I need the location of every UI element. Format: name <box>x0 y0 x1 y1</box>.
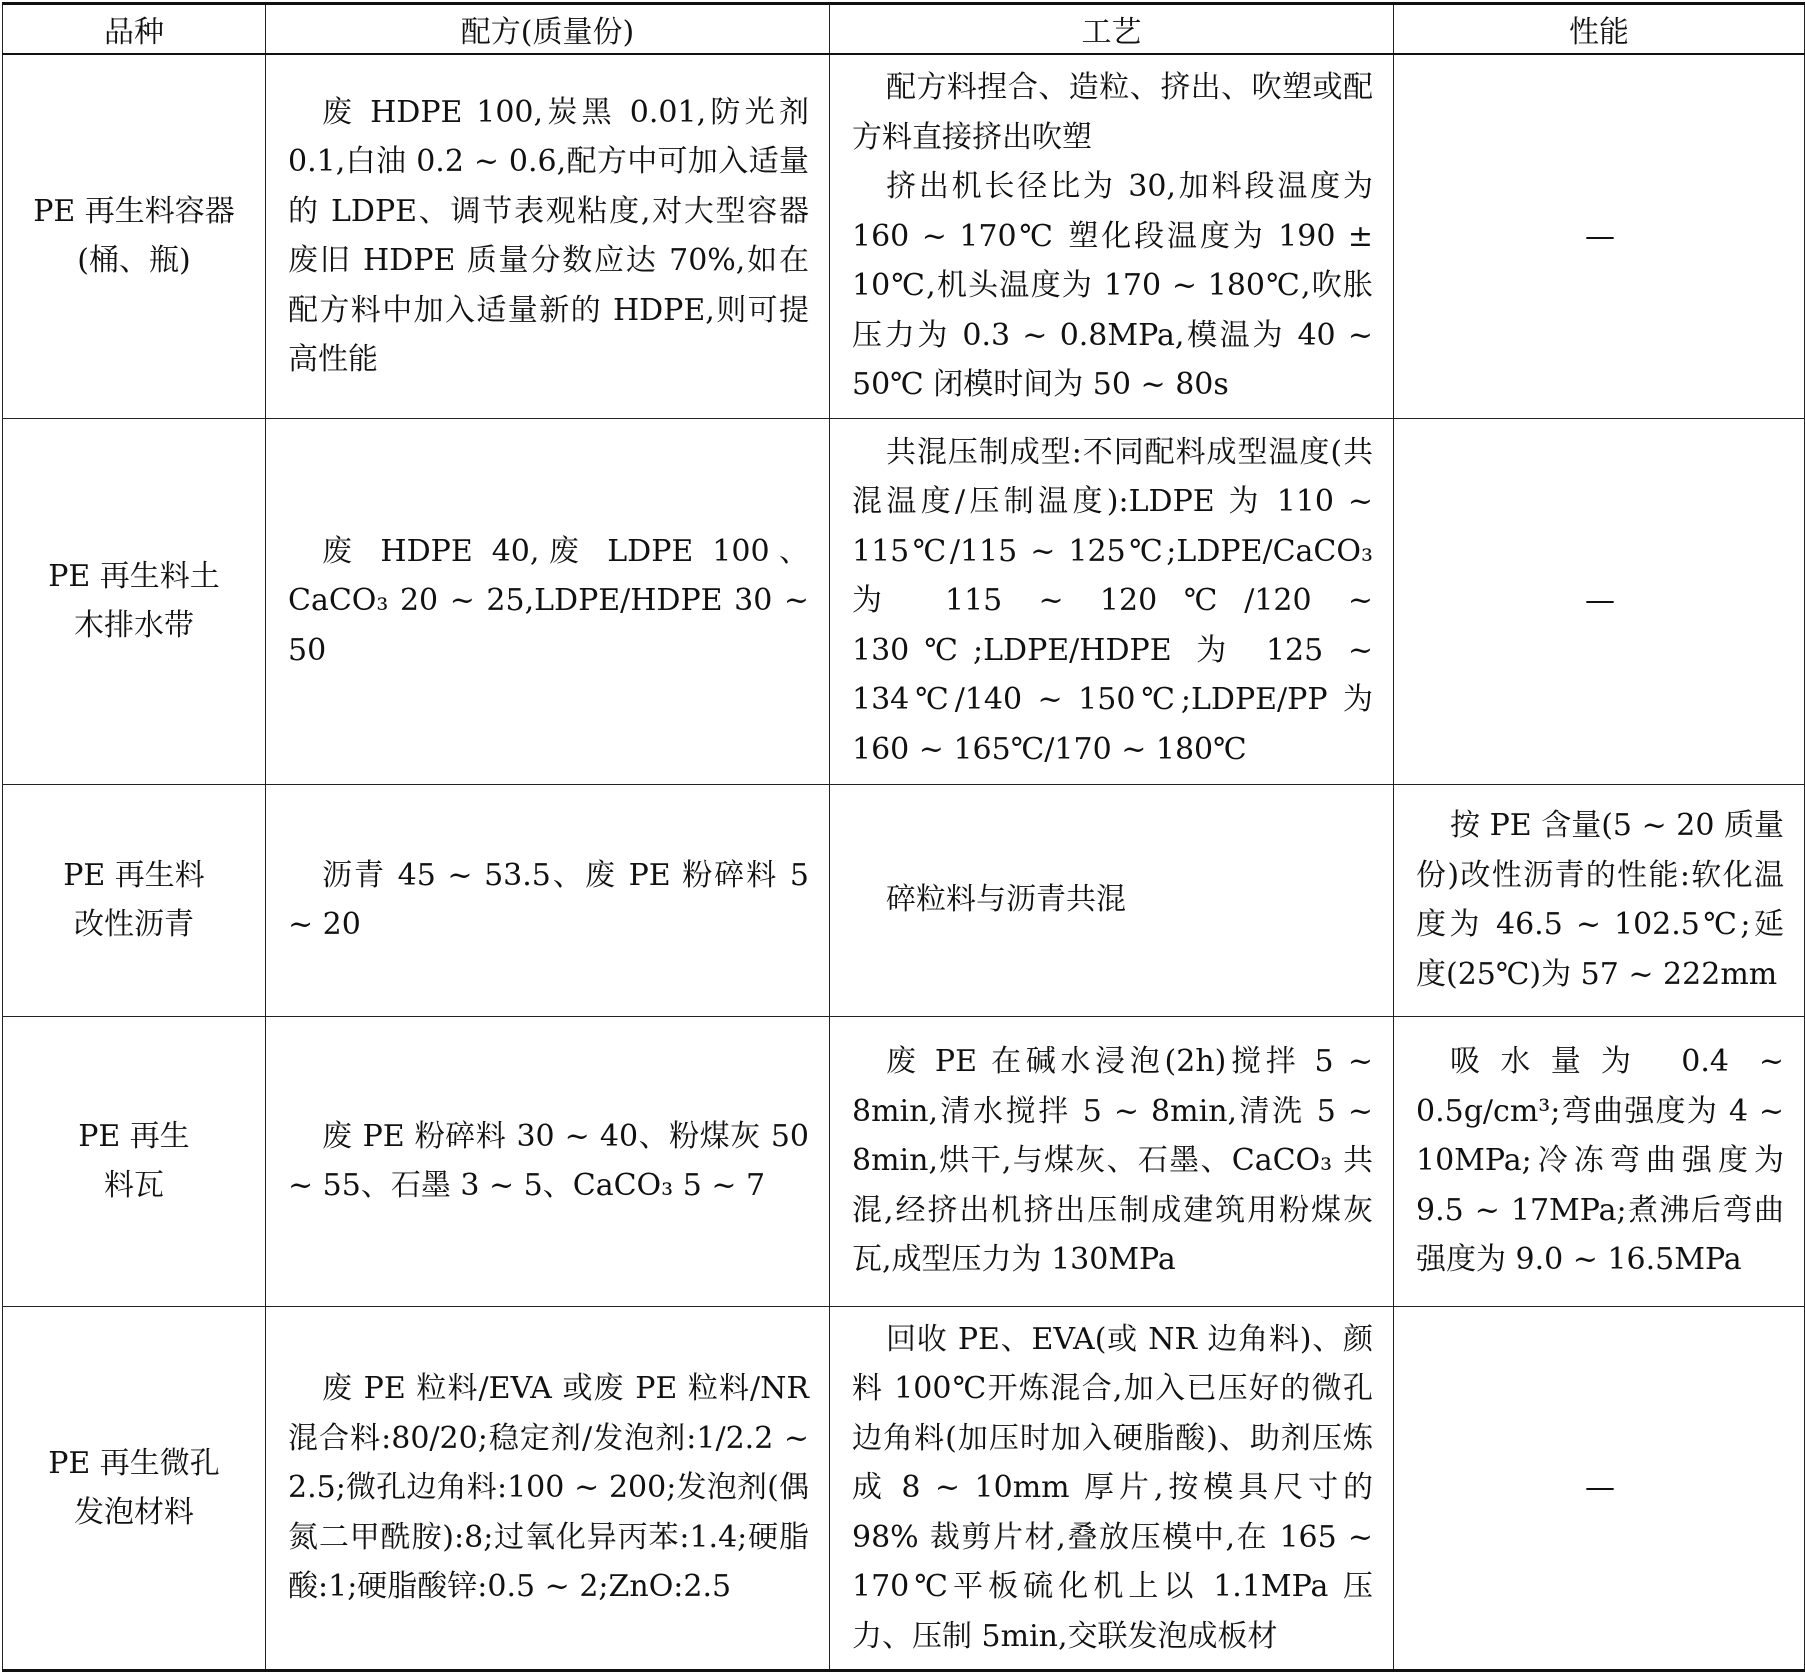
kind-line: (桶、瓶) <box>77 243 191 279</box>
header-kind: 品种 <box>3 4 266 55</box>
formula-text: 废 HDPE 40,废 LDPE 100、CaCO₃ 20 ~ 25,LDPE/HDPE 30 ~ 50 <box>288 533 809 668</box>
table-row <box>3 1306 1805 1671</box>
header-row <box>3 4 1805 55</box>
performance-text: 按 PE 含量(5 ~ 20 质量份)改性沥青的性能:软化温度为 46.5 ~ 102.5℃;延度(25℃)为 57 ~ 222mm <box>1416 808 1784 992</box>
formula-cell <box>266 418 830 784</box>
process-text: 配方料捏合、造粒、挤出、吹塑或配方料直接挤出吹塑 <box>852 70 1373 155</box>
formula-cell <box>266 1306 830 1671</box>
kind-cell <box>3 784 266 1016</box>
performance-cell <box>1394 1016 1805 1306</box>
process-cell <box>830 1306 1394 1671</box>
process-cell <box>830 54 1394 418</box>
kind-line: PE 再生料土 <box>48 559 220 594</box>
performance-text: — <box>1585 1470 1615 1505</box>
kind-line: PE 再生微孔 <box>48 1445 220 1481</box>
header-formula: 配方(质量份) <box>266 4 830 55</box>
kind-cell <box>3 418 266 784</box>
performance-text: 吸水量为 0.4 ~ 0.5g/cm³;弯曲强度为 4 ~ 10MPa;冷冻弯曲强度为 9.5 ~ 17MPa;煮沸后弯曲强度为 9.0 ~ 16.5MPa <box>1416 1044 1784 1278</box>
process-text: 废 PE 在碱水浸泡(2h)搅拌 5 ~ 8min,清水搅拌 5 ~ 8min,清洗 5 ~ 8min,烘干,与煤灰、石墨、CaCO₃ 共混,经挤出机挤出压制成建筑用粉煤灰瓦,成型压力为 130MPa <box>852 1044 1373 1278</box>
kind-line: PE 再生 <box>78 1119 190 1154</box>
formula-text: 废 PE 粉碎料 30 ~ 40、粉煤灰 50 ~ 55、石墨 3 ~ 5、CaCO₃ 5 ~ 7 <box>288 1118 809 1203</box>
table-row <box>3 784 1805 1016</box>
header-performance: 性能 <box>1394 4 1805 55</box>
table-row <box>3 1016 1805 1306</box>
kind-cell <box>3 1306 266 1671</box>
table-row <box>3 54 1805 418</box>
formula-text: 废 HDPE 100,炭黑 0.01,防光剂 0.1,白油 0.2 ~ 0.6,配方中可加入适量的 LDPE、调节表观粘度,对大型容器废旧 HDPE 质量分数应达 70%,如在配方料中加入适量新的 HDPE,则可提高性能 <box>288 94 809 378</box>
formula-cell <box>266 1016 830 1306</box>
process-text: 共混压制成型:不同配料成型温度(共混温度/压制温度):LDPE 为 110 ~ 115℃/115 ~ 125℃;LDPE/CaCO₃ 为 115 ~ 120℃/120 ~ 130℃;LDPE/HDPE 为 125 ~ 134℃/140 ~ 150℃;LDPE/PP 为 160 ~ 165℃/170 ~ 180℃ <box>852 434 1373 767</box>
process-cell <box>830 1016 1394 1306</box>
performance-text: — <box>1585 583 1615 619</box>
kind-line: 木排水带 <box>74 608 194 643</box>
header-process: 工艺 <box>830 4 1394 55</box>
kind-line: 料瓦 <box>104 1168 164 1203</box>
kind-cell <box>3 54 266 418</box>
performance-cell <box>1394 54 1805 418</box>
formula-cell <box>266 784 830 1016</box>
performance-cell <box>1394 418 1805 784</box>
performance-cell <box>1394 1306 1805 1671</box>
performance-cell <box>1394 784 1805 1016</box>
process-text: 碎粒料与沥青共混 <box>886 882 1126 918</box>
table-row <box>3 418 1805 784</box>
performance-text: — <box>1585 218 1615 254</box>
kind-line: PE 再生料 <box>63 858 205 893</box>
formula-text: 沥青 45 ~ 53.5、废 PE 粉碎料 5 ~ 20 <box>288 857 809 942</box>
formula-text: 废 PE 粒料/EVA 或废 PE 粒料/NR 混合料:80/20;稳定剂/发泡剂:1/2.2 ~ 2.5;微孔边角料:100 ~ 200;发泡剂(偶氮二甲酰胺):8;过氧化异丙苯:1.4;硬脂酸:1;硬脂酸锌:0.5 ~ 2;ZnO:2.5 <box>288 1371 809 1604</box>
kind-line: 改性沥青 <box>74 907 194 942</box>
process-cell <box>830 418 1394 784</box>
process-text: 挤出机长径比为 30,加料段温度为 160 ~ 170℃ 塑化段温度为 190 ± 10℃,机头温度为 170 ~ 180℃,吹胀压力为 0.3 ~ 0.8MPa,模温为 40 ~ 50℃ 闭模时间为 50 ~ 80s <box>852 169 1373 402</box>
recycled-pe-table <box>2 2 1805 1672</box>
process-text: 回收 PE、EVA(或 NR 边角料)、颜料 100℃开炼混合,加入已压好的微孔边角料(加压时加入硬脂酸)、助剂压炼成 8 ~ 10mm 厚片,按模具尺寸的 98% 裁剪片材,叠放压模中,在 165 ~ 170℃平板硫化机上以 1.1MPa 压力、压制 5min,交联发泡成板材 <box>852 1321 1373 1654</box>
kind-line: PE 再生料容器 <box>33 194 235 230</box>
kind-line: 发泡材料 <box>74 1494 194 1530</box>
process-cell <box>830 784 1394 1016</box>
kind-cell <box>3 1016 266 1306</box>
formula-cell <box>266 54 830 418</box>
